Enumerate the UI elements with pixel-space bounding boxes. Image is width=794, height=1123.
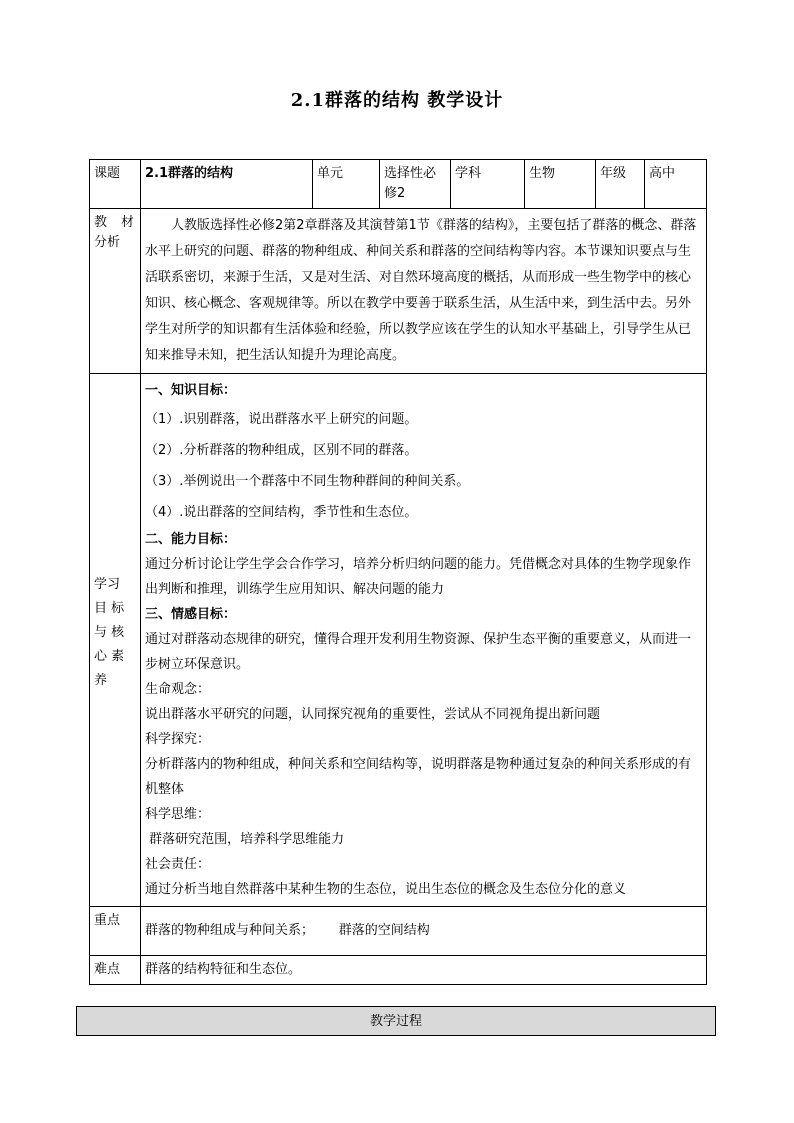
social-text: 通过分析当地自然群落中某种生物的生态位，说出生态位的概念及生态位分化的意义 (145, 882, 627, 897)
inquiry-label: 科学探究： (145, 732, 211, 747)
knowledge-item: （4）.说出群落的空间结构，季节性和生态位。 (145, 505, 418, 520)
emotion-heading: 三、情感目标： (145, 607, 237, 622)
knowledge-item: （2）.分析群落的物种组成，区别不同的群落。 (145, 443, 418, 458)
header-row (90, 160, 707, 209)
key-point-row (90, 907, 707, 956)
knowledge-item: （1）.识别群落，说出群落水平上研究的问题。 (145, 412, 418, 427)
knowledge-list (145, 407, 702, 525)
unit-label: 单元 (313, 160, 380, 209)
key-point-label: 重点 (90, 907, 141, 956)
analysis-label: 教 材 分析 (90, 209, 141, 374)
difficulty-text: 群落的结构特征和生态位。 (141, 956, 707, 985)
life-label: 生命观念： (145, 682, 211, 697)
unit-value: 选择性必修2 (380, 160, 451, 209)
difficulty-row (90, 956, 707, 985)
analysis-row (90, 209, 707, 374)
inquiry-text: 分析群落内的物种组成，种间关系和空间结构等，说明群落是物种通过复杂的种间关系形成的有机整体 (145, 757, 692, 797)
emotion-text: 通过对群落动态规律的研究，懂得合理开发利用生物资源、保护生态平衡的重要意义，从而进一步树立环保意识。 (145, 632, 692, 672)
life-text: 说出群落水平研究的问题，认同探究视角的重要性，尝试从不同视角提出新问题 (145, 707, 601, 722)
thinking-text: 群落研究范围，培养科学思维能力 (145, 832, 345, 847)
subject-label: 学科 (451, 160, 525, 209)
topic-label: 课题 (90, 160, 141, 209)
grade-value: 高中 (645, 160, 707, 209)
thinking-label: 科学思维： (145, 807, 211, 822)
difficulty-label: 难点 (90, 956, 141, 985)
key-point-text: 群落的物种组成与种间关系； 群落的空间结构 (141, 907, 707, 956)
subject-value: 生物 (525, 160, 596, 209)
knowledge-heading: 一、知识目标： (145, 383, 237, 398)
knowledge-item: （3）.举例说出一个群落中不同生物种群间的种间关系。 (145, 474, 470, 489)
page-title: 2.1群落的结构 教学设计 (290, 90, 504, 111)
analysis-text-cell (141, 209, 707, 374)
teaching-process-bar: 教学过程 (76, 1006, 716, 1036)
topic-value: 2.1群落的结构 (141, 160, 313, 209)
social-label: 社会责任： (145, 857, 211, 872)
ability-heading: 二、能力目标： (145, 532, 237, 547)
ability-text: 通过分析讨论让学生学会合作学习，培养分析归纳问题的能力。凭借概念对具体的生物学现象作出判断和推理，训练学生应用知识、解决问题的能力 (145, 557, 692, 597)
analysis-label-line1: 教 材 (94, 215, 134, 230)
analysis-text: 人教版选择性必修2第2章群落及其演替第1节《群落的结构》，主要包括了群落的概念、群落水平上研究的问题、群落的物种组成、种间关系和群落的空间结构等内容。本节课知识要点与生活联系密切，来源于生活，又是对生活、对自然环境高度的概括，从而形成一些生物学中的核心知识、核心概念、客观规律等。所以在教学中要善于联系生活，从生活中来，到生活中去。另外学生对所学的知识都有生活体验和经验，所以教学应该在学生的认知水平基础上，引导学生从已知来推导未知，把生活认知提升为理论高度。 (145, 218, 697, 363)
grade-label: 年级 (596, 160, 645, 209)
goals-row (90, 374, 707, 907)
lesson-plan-table (89, 159, 707, 985)
goals-content (141, 374, 707, 907)
goals-label: 学习 目 标 与 核 心 素 养 (90, 374, 141, 907)
